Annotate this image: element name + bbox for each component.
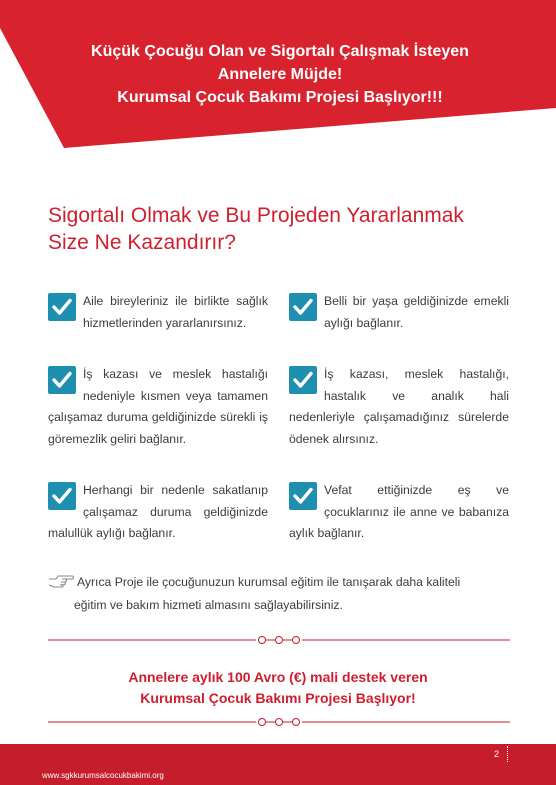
benefit-item xyxy=(48,291,268,334)
section-title-line-1: Sigortalı Olmak ve Bu Projeden Yararlanmak xyxy=(48,204,464,227)
benefit-item xyxy=(48,364,268,450)
page-number-separator xyxy=(507,746,509,762)
benefit-text: Belli bir yaşa geldiğinizde emekli aylığı bağlanır. xyxy=(324,294,509,330)
checkmark-icon xyxy=(289,366,317,394)
promo-text xyxy=(60,667,496,709)
benefit-text: İş kazası ve meslek hastalığı nedeniyle kısmen veya tamamen çalışamaz duruma geldiğinizde sürekli iş göremezlik geliri bağlanır. xyxy=(48,367,268,446)
note-line-2: eğitim ve bakım hizmeti almasını sağlayabilirsiniz. xyxy=(74,597,343,612)
benefit-item xyxy=(289,480,509,545)
checkmark-icon xyxy=(48,366,76,394)
checkmark-icon xyxy=(48,293,76,321)
header-line-1: Küçük Çocuğu Olan ve Sigortalı Çalışmak İsteyen xyxy=(91,43,469,60)
header-line-2: Annelere Müjde! xyxy=(217,66,343,83)
page-number: 2 xyxy=(494,749,500,759)
header-line-3: Kurumsal Çocuk Bakımı Projesi Başlıyor!!! xyxy=(117,89,443,106)
ornament-divider xyxy=(48,634,510,646)
benefit-text: İş kazası, meslek hastalığı, hastalık ve analık hali nedenleriyle çalışamadığınız sürelerde ödenek alırsınız. xyxy=(289,367,509,446)
checkmark-icon xyxy=(289,293,317,321)
benefit-item xyxy=(289,291,509,334)
pointing-hand-icon xyxy=(48,574,74,588)
checkmark-icon xyxy=(48,482,76,510)
ornament-divider xyxy=(48,716,510,728)
benefit-item xyxy=(48,480,268,545)
checkmark-icon xyxy=(289,482,317,510)
promo-line-2: Kurumsal Çocuk Bakımı Projesi Başlıyor! xyxy=(140,690,416,706)
benefit-text: Vefat ettiğinizde eş ve çocuklarınız ile anne ve babanıza aylık bağlanır. xyxy=(289,483,509,540)
section-title xyxy=(48,202,508,256)
benefit-text: Aile bireyleriniz ile birlikte sağlık hizmetlerinden yararlanırsınız. xyxy=(83,294,268,330)
note-line-1: Ayrıca Proje ile çocuğunuzun kurumsal eğitim ile tanışarak daha kaliteli xyxy=(77,575,461,589)
section-title-line-2: Size Ne Kazandırır? xyxy=(48,231,236,254)
benefit-text: Herhangi bir nedenle sakatlanıp çalışamaz duruma geldiğinizde malullük aylığı bağlanır. xyxy=(48,483,268,540)
footer-url[interactable]: www.sgkkurumsalcocukbakimi.org xyxy=(42,771,164,780)
note-paragraph xyxy=(48,571,510,616)
header-title xyxy=(60,40,500,109)
benefit-item xyxy=(289,364,509,450)
promo-line-1: Annelere aylık 100 Avro (€) mali destek veren xyxy=(128,669,428,685)
